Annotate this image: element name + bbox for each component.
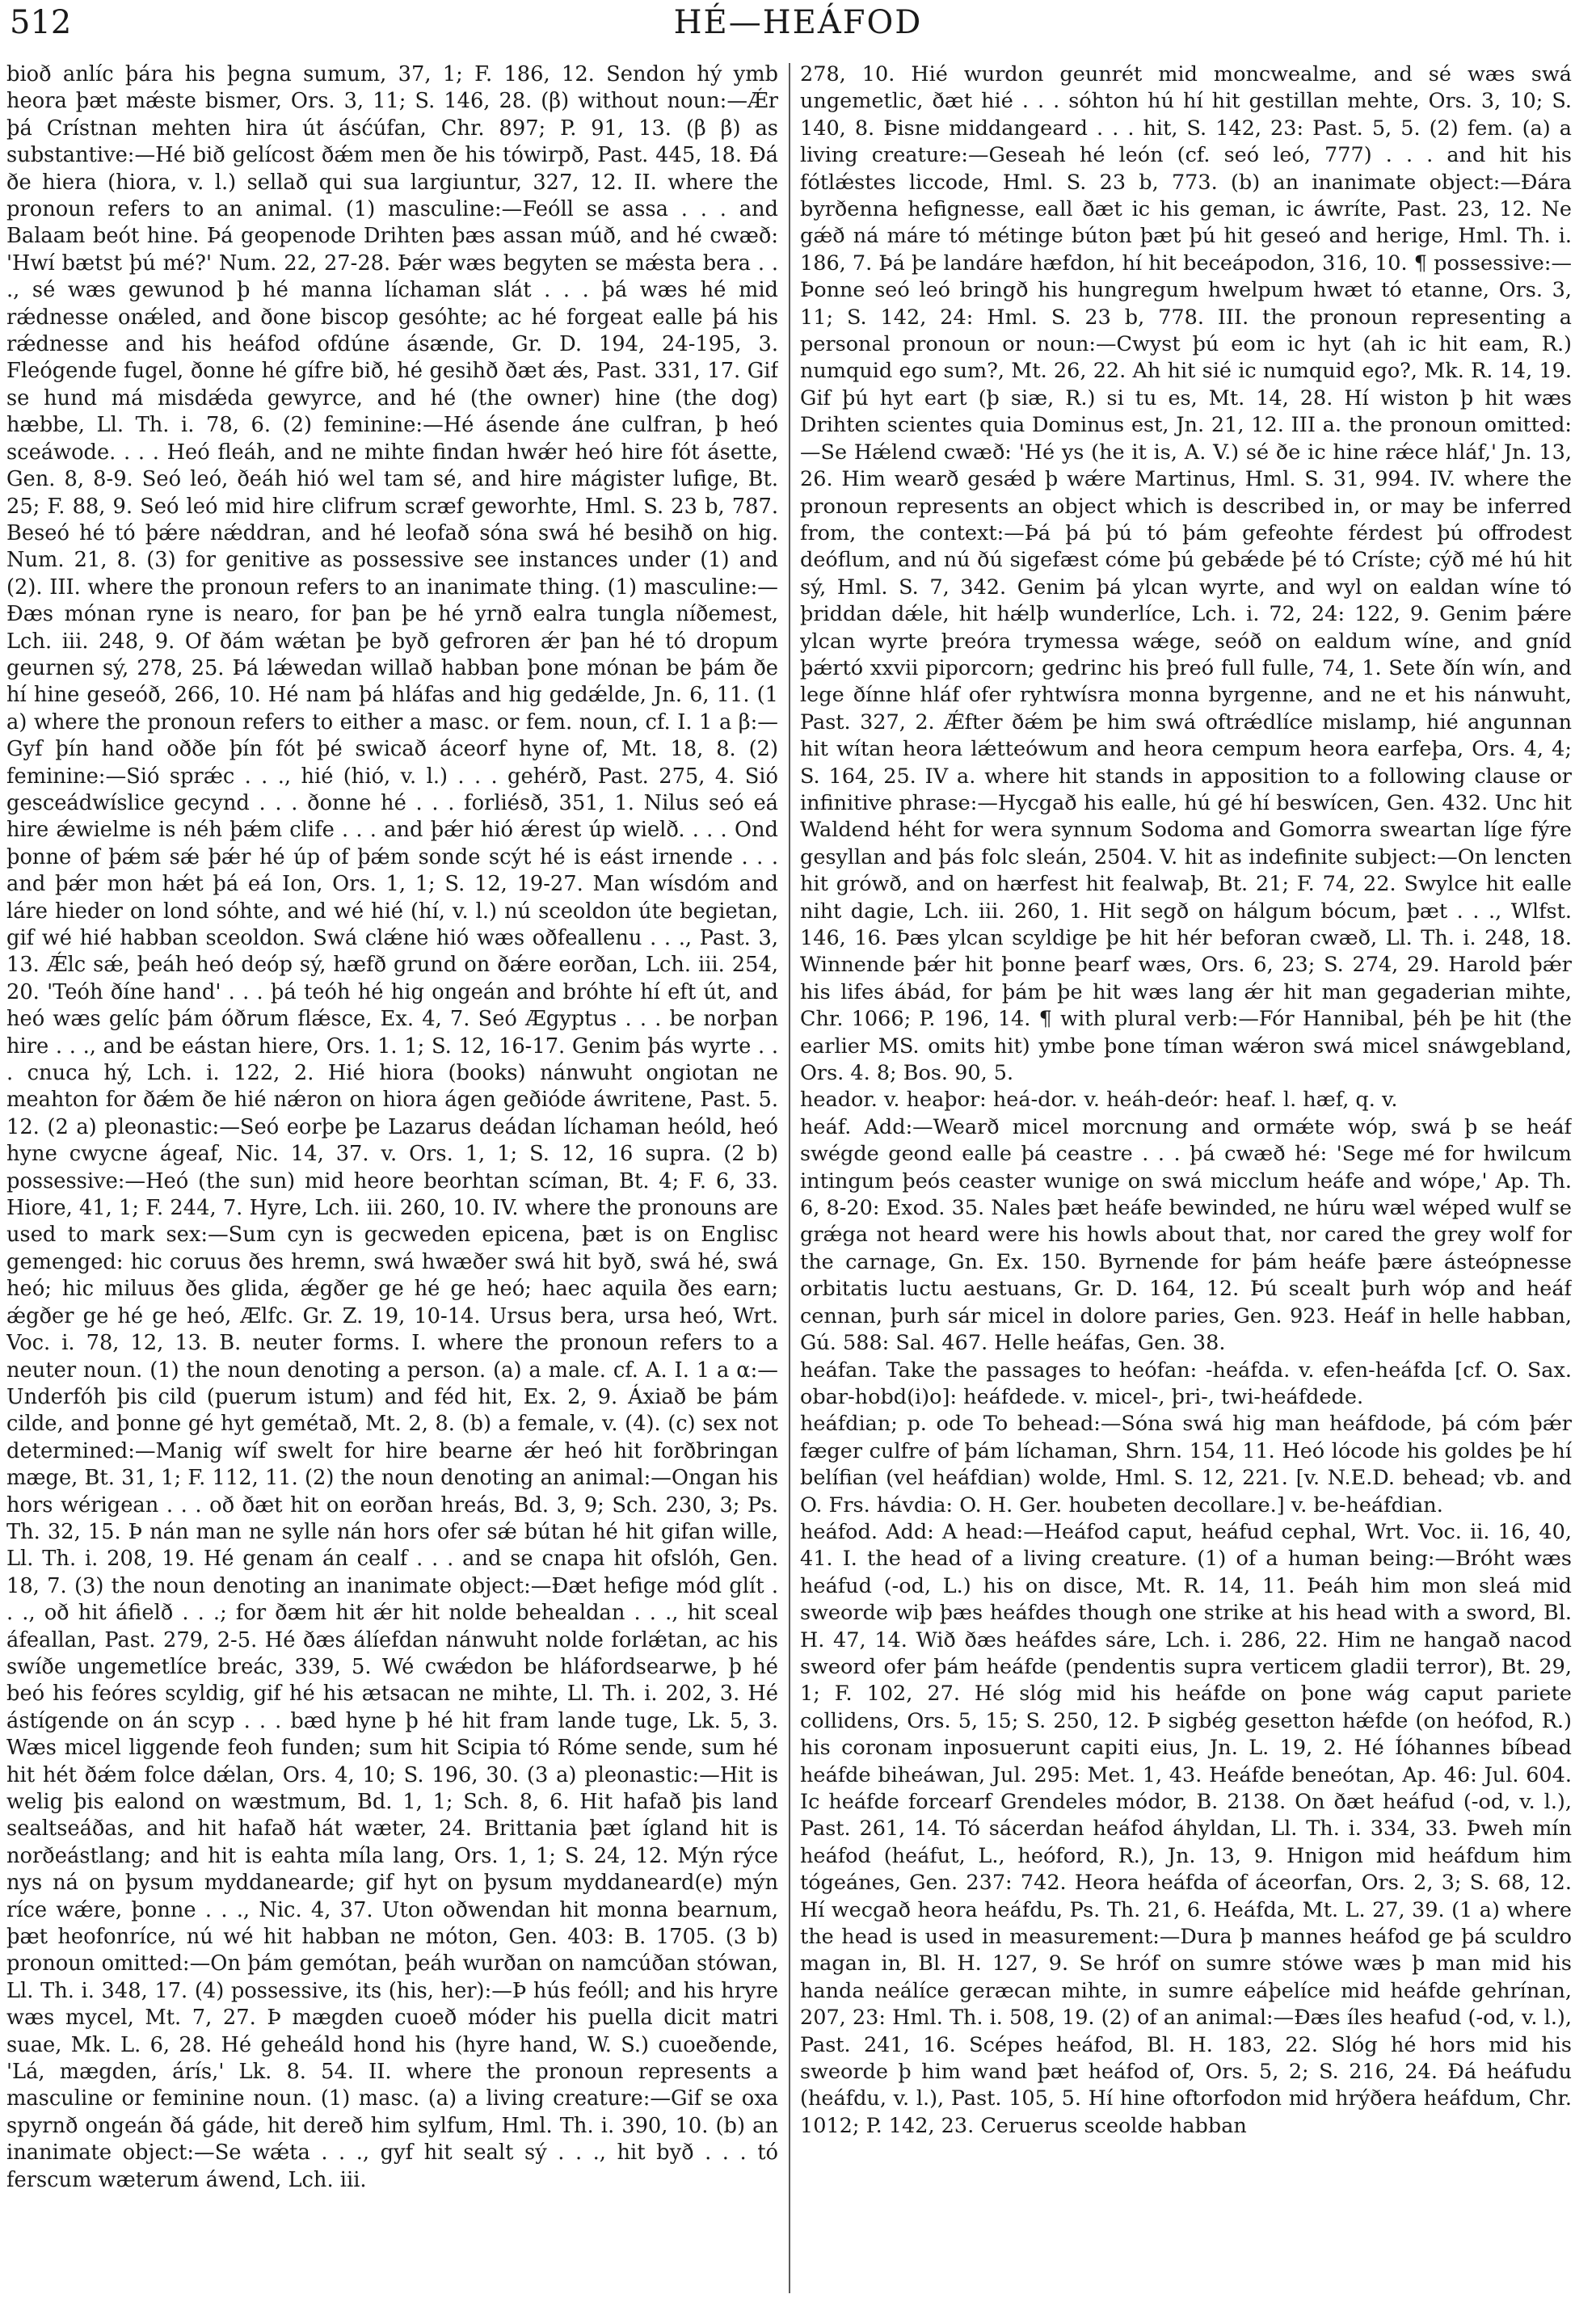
entry-heaf: heáf. Add:—Wearð micel morcnung and ormǽte wóp, swá þ se heáf swégde geond ealle þá ceastre . . . þá cwæð hé: 'Sege mé for hwilcum intingum þeós ceaster wunige on swá micclum heáfe and wópe,' Ap. Th. 6, 8-20: Exod. 35. Nales þæt heáfe bewinded, ne húru wæl wéped wulf se grǽga not heard were his howls about that, nor cared the grey wolf for the carnage, Gn. Ex. 150. Byrnende for þám heáfe þære ásteópnesse orbitatis luctu aestuans, Gr. D. 164, 12. Þú scealt þurh wóp and heáf cennan, þurh sár micel in dolore paries, Gen. 923. Heáf in helle habban, Gú. 588: Sal. 467. Helle heáfas, Gen. 38. (800, 1114, 1572, 1356)
page-header (0, 0, 1596, 61)
left-column (6, 61, 778, 2300)
column-divider (789, 63, 790, 2293)
left-column-text: bioð anlíc þára his þegna sumum, 37, 1; F. 186, 12. Sendon hý ymb heora þæt mǽste bismer, Ors. 3, 11; S. 146, 28. (β) without noun:—Ǽr þá Crístnan mehten hira út ásćúfan, Chr. 897; P. 91, 13. (β β) as substantive:—Hé bið gelícost ðǽm men ðe his tówirpð, Past. 445, 18. Ðá ðe hiera (hiora, v. l.) sellað qui sua largiuntur, 327, 12. II. where the pronoun refers to an animal. (1) masculine:—Feóll se assa . . . and Balaam beót hine. Þá geopenode Drihten þæs assan múð, and hé cwæð: 'Hwí bætst þú mé?' Num. 22, 27-28. Þǽr wæs begyten se mǽsta bera . . ., sé wæs gewunod þ hé manna líchaman slát . . . þá wæs hé mid rǽdnesse onǽled, and ðone biscop gesóhte; ac hé forgeat ealle þá his rǽdnesse and his heáfod ofdúne ásænde, Gr. D. 194, 24-195, 3. Fleógende fugel, ðonne hé gífre bið, hé gesihð ðæt ǽs, Past. 331, 17. Gif se hund má misdǽda gewyrce, and hé (the owner) hine (the dog) hæbbe, Ll. Th. i. 78, 6. (2) feminine:—Hé ásende áne culfran, þ heó sceáwode. . . . Heó fleáh, and ne mihte findan hwǽr heó hire fót ásette, Gen. 8, 8-9. Seó leó, ðeáh hió wel tam sé, and hire mágister lufige, Bt. 25; F. 88, 9. Seó leó mid hire clifrum scræf geworhte, Hml. S. 23 b, 787. Beseó hé tó þǽre nǽddran, and hé leofað sóna swá hé besihð on hig. Num. 21, 8. (3) for genitive as possessive see instances under (1) and (2). III. where the pronoun refers to an inanimate thing. (1) masculine:—Ðæs mónan ryne is nearo, for þan þe hé yrnð ealra tungla níðemest, Lch. iii. 248, 9. Of ðám wǽtan þe byð gefroren ǽr þan hé tó dropum geurnen sý, 278, 25. Þá lǽwedan willað habban þone mónan be þám ðe hí hine geseóð, 266, 10. Hé nam þá hláfas and hig gedǽlde, Jn. 6, 11. (1 a) where the pronoun refers to either a masc. or fem. noun, cf. I. 1 a β:—Gyf þín hand oððe þín fót þé swicað áceorf hyne of, Mt. 18, 8. (2) feminine:—Sió sprǽc . . ., hié (hió, v. l.) . . . gehérð, Past. 275, 4. Sió gesceádwíslice gecynd . . . ðonne hé . . . forliésð, 351, 1. Nilus seó eá hire ǽwielme is néh þǽm clife . . . and þǽr hió ǽrest úp wielð. . . . Ond þonne of þǽm sǽ þǽr hé úp of þǽm sonde scýt hé is eást irnende . . . and þǽr mon hǽt þá eá Ion, Ors. 1, 1; S. 12, 19-27. Man wísdóm and láre hieder on lond sóhte, and wé hié (hí, v. l.) nú sceoldon úte begietan, gif wé hié habban sceoldon. Swá clǽne hió wæs oðfeallenu . . ., Past. 3, 13. Ǽlc sǽ, þeáh heó deóp sý, hæfð grund on ðǽre eorðan, Lch. iii. 254, 20. 'Teóh ðíne hand' . . . þá teóh hé hig ongeán and bróhte hí eft út, and heó wæs gelíc þám óðrum flǽsce, Ex. 4, 7. Seó Ægyptus . . . be norþan hire . . ., and be eástan hiere, Ors. 1. 1; S. 12, 16-17. Genim þás wyrte . . . cnuca hý, Lch. i. 122, 2. Hié hiora (books) nánwuht ongiotan ne meahton for ðǽm ðe hié nǽron on hiora ágen geðióde áwritene, Past. 5. 12. (2 a) pleonastic:—Seó eorþe þe Lazarus deádan líchaman heóld, heó hyne cwycne ágeaf, Nic. 14, 37. v. Ors. 1, 1; S. 12, 16 supra. (2 b) possessive:—Heó (the sun) mid heore beorhtan scíman, Bt. 4; F. 6, 33. Hiore, 41, 1; F. 244, 7. Hyre, Lch. iii. 260, 10. IV. where the pronouns are used to mark sex:—Sum cyn is gecweden epicena, þæt is on Englisc gemenged: hic coruus ðes hremn, swá hwæðer swá hit byð, swá hé, swá heó; hic miluus ðes glida, ǽgðer ge hé ge heó; haec aquila ðes earn; ǽgðer ge hé ge heó, Ælfc. Gr. Z. 19, 10-14. Ursus bera, ursa heó, Wrt. Voc. i. 78, 12, 13. B. neuter forms. I. where the pronoun refers to a neuter noun. (1) the noun denoting a person. (a) a male. cf. A. I. 1 a α:—Underfóh þis cild (puerum istum) and féd hit, Ex. 2, 9. Áxiað be þám cilde, and þonne gé hyt gemétað, Mt. 2, 8. (b) a female, v. (4). (c) sex not determined:—Manig wíf swelt for hire bearne ǽr heó hit forðbringan mæge, Bt. 31, 1; F. 112, 11. (2) the noun denoting an animal:—Ongan his hors wérigean . . . oð ðæt hit on eorðan hreás, Bd. 3, 9; Sch. 230, 3; Ps. Th. 32, 15. Þ nán man ne sylle nán hors ofer sǽ bútan hé hit gifan wille, Ll. Th. i. 208, 19. Hé genam án cealf . . . and se cnapa hit ofslóh, Gen. 18, 7. (3) the noun denoting an inanimate object:—Ðæt hefige mód glít . . ., oð hit áfielð . . .; for ðæm hit ǽr hit nolde behealdan . . ., hit sceal áfeallan, Past. 279, 2-5. Hé ðæs álíefdan nánwuht nolde forlǽtan, ac his swíðe ungemetlíce breác, 339, 5. Wé cwǽdon be hláfordsearwe, þ hé beó his feóres scyldig, gif hé his ætsacan ne mihte, Ll. Th. i. 202, 3. Hé ástígende on án scyp . . . bæd hyne þ hé hit fram lande tuge, Lk. 5, 3. Wæs micel liggende feoh funden; sum hit Scipia tó Róme sende, sum hé hit hét ðǽm folce dǽlan, Ors. 4, 10; S. 196, 30. (3 a) pleonastic:—Hit is welig þis ealond on wæstmum, Bd. 1, 1; Sch. 8, 6. Hit hafað þis land sealtseáðas, and hit hafað hát wæter, 24. Brittania þæt ígland hit is norðeástlang; and hit is eahta míla lang, Ors. 1, 1; S. 24, 12. Mýn rýce nys ná on þysum myddanearde; gif hyt on þysum myddaneard(e) mýn ríce wǽre, þonne . . ., Nic. 4, 37. Uton oðwendan hit monna bearnum, þæt heofonríce, nú wé hit habban ne móton, Gen. 403: B. 1705. (3 b) pronoun omitted:—On þám gemótan, þeáh wurðan on namcúðan stówan, Ll. Th. i. 348, 17. (4) possessive, its (his, her):—Þ hús feóll; and his hryre wæs mycel, Mt. 7, 27. Þ mægden cuoeð móder his puella dicit matri suae, Mk. L. 6, 28. Hé geheáld hond his (hyre hand, W. S.) cuoeðende, 'Lá, mægden, árís,' Lk. 8. 54. II. where the pronoun represents a masculine or feminine noun. (1) masc. (a) a living creature:—Gif se oxa spyrnð ongeán ðá gáde, hit dereð him sylfum, Hml. Th. i. 390, 10. (b) an inanimate object:—Se wǽta . . ., gyf hit sealt sý . . ., hit byð . . . tó ferscum wæterum áwend, Lch. iii. (6, 62, 778, 2192)
entry-heafan: heáfan. Take the passages to heófan: -heáfda. v. efen-heáfda [cf. O. Sax. obar-hobd(i)o]: heáfdede. v. micel-, þri-, twi-heáfdede. (800, 1358, 1572, 1409)
right-column-continuation: 278, 10. Hié wurdon geunrét mid moncwealme, and sé wæs swá ungemetlic, ðæt hié . . . sóhton hú hí hit gestillan mehte, Ors. 3, 10; S. 140, 8. Þisne middangeard . . . hit, S. 142, 23: Past. 5, 5. (2) fem. (a) a living creature:—Geseah hé león (cf. seó leó, 777) . . . and hit his fótlǽstes liccode, Hml. S. 23 b, 773. (b) an inanimate object:—Ðára byrðenna hefignesse, eall ðæt ic his geman, ic áwríte, Past. 23, 12. Ne gǽð ná máre tó métinge búton þæt þú hit geseó and herige, Hml. Th. i. 186, 7. Þá þe landáre hæfdon, hí hit beceápodon, 316, 10. ¶ possessive:—Þonne seó leó bringð his hungregum hwelpum hwæt tó etanne, Ors. 3, 11; S. 142, 24: Hml. S. 23 b, 778. III. the pronoun representing a personal pronoun or noun:—Cwyst þú eom ic hyt (ah ic hit eam, R.) numquid ego sum?, Mt. 26, 22. Ah hit sié ic numquid ego?, Mk. R. 14, 19. Gif þú hyt eart (þ siæ, R.) si tu es, Mt. 14, 28. Hí wiston þ hit wæs Drihten scientes quia Dominus est, Jn. 21, 12. III a. the pronoun omitted:—Se Hǽlend cwæð: 'Hé ys (he it is, A. V.) sé ðe ic hine rǽce hláf,' Jn. 13, 26. Him wearð gesǽd þ wǽre Martinus, Hml. S. 31, 994. IV. where the pronoun represents an object which is described in, or may be inferred from, the context:—Þá þá þú tó þám gefeohte férdest þú offrodest deóflum, and nú ðú sigefæst cóme þú gebǽde þé tó Críste; cýð mé hú hit sý, Hml. S. 7, 342. Genim þá ylcan wyrte, and wyl on ealdan wíne tó þriddan dǽle, hit hǽlþ wunderlíce, Lch. i. 72, 24: 122, 9. Genim þǽre ylcan wyrte þreóra trymessa wǽge, seóð on ealdum wíne, and gníd þǽrtó xxvii piporcorn; gedrinc his þreó full fulle, 74, 1. Sete ðín wín, and lege ðínne hláf ofer ryhtwísra monna byrgenne, and ne et his nánwuht, Past. 327, 2. Ǽfter ðǽm þe him swá oftrǽdlíce mislamp, hié angunnan hit wítan heora lǽtteówum and heora cempum heora earfeþa, Ors. 4, 4; S. 164, 25. IV a. where hit stands in apposition to a following clause or infinitive phrase:—Hycgað his ealle, hú gé hí beswícen, Gen. 432. Unc hit Waldend héht for wera synnum Sodoma and Gomorra sweartan líge fýre gesyllan and þás folc sleán, 2504. V. hit as indefinite subject:—On lencten hit grówð, and on hærfest hit fealwaþ, Bt. 21; F. 74, 22. Swylce hit ealle niht dagie, Lch. iii. 260, 1. Hit segð on hálgum bócum, þæt . . ., Wlfst. 146, 16. Þæs ylcan scyldige þe hit hér beforan cwæð, Ll. Th. i. 248, 18. Winnende þǽr hit þonne þearf wæs, Ors. 6, 23; S. 274, 29. Harold þǽr his lifes ábád, for þám þe hit wæs lang ǽr hit man gegaderian mihte, Chr. 1066; P. 196, 14. ¶ with plural verb:—Fór Hannibal, þéh þe hit (the earlier MS. omits hit) ymbe þone tíman wǽron swá micel snáwgebland, Ors. 4. 8; Bos. 90, 5. (800, 62, 1572, 1086)
page-number: 512 (10, 4, 72, 41)
entry-heafdian: heáfdian; p. ode To behead:—Sóna swá hig man heáfdode, þá cóm þǽr fæger culfre of þám líchaman, Shrn. 154, 11. Heó lócode his goldes þe hí belífian (vel heáfdian) wolde, Hml. S. 12, 221. [v. N.E.D. behead; vb. and O. Frs. hávdia: O. H. Ger. houbeten decollare.] v. be-heáfdian. (800, 1412, 1572, 1518)
running-head: HÉ—HEÁFOD (673, 4, 923, 41)
entry-heador: heador. v. heaþor: heá-dor. v. heáh-deór: heaf. l. hæf, q. v. (800, 1088, 1398, 1113)
entry-heafod: heáfod. Add: A head:—Heáfod caput, heáfud cephal, Wrt. Voc. ii. 16, 40, 41. I. the head of a living creature. (1) of a human being:—Bróht wæs heáfud (-od, L.) his on disce, Mt. R. 14, 11. Þeáh him mon sleá mid sweorde wiþ þæs heáfdes though one strike at his head with a sword, Bl. H. 47, 14. Wið ðæs heáfdes sáre, Lch. i. 286, 22. Him ne hangað nacod sweord ofer þám heáfde (pendentis supra verticem gladii terror), Bt. 29, 1; F. 102, 27. Hé slóg mid his heáfde on þone wág caput pariete collidens, Ors. 5, 15; S. 250, 12. Þ sigbég gesetton hǽfde (on heófod, R.) his coronam inposuerunt capiti eius, Jn. L. 19, 2. Hé Íóhannes bíbead heáfde biheáwan, Jul. 295: Met. 1, 43. Heáfde beneótan, Ap. 46: Jul. 604. Ic heáfde forcearf Grendeles módor, B. 2138. On ðæt heáfud (-od, v. l.), Past. 261, 14. Tó sácerdan heáfod áhyldan, Ll. Th. i. 334, 33. Þweh mín heáfod (heáfut, L., heóford, R.), Jn. 13, 9. Hnigon mid heáfdum him tógeánes, Gen. 237: 742. Heora heáfda of áceorfan, Ors. 2, 3; S. 68, 12. Hí wecgað heora heáfdu, Ps. Th. 21, 6. Heáfda, Mt. L. 27, 39. (1 a) where the head is used in measurement:—Dura þ mannes heáfod ge þá sculdro magan in, Bl. H. 127, 9. Se hróf on sumre stówe wæs þ man mid his handa neálíce geræcan mihte, in sumre eáþelíce mid heáfde gehrínan, 207, 23: Hml. Th. i. 508, 19. (2) of an animal:—Ðæs íles heafud (-od, v. l.), Past. 241, 16. Scépes heáfod, Bl. H. 183, 22. Slóg hé hors mid his sweorde þ him wand þæt heáfod of, Ors. 5, 2; S. 216, 24. Ðá heáfudu (heáfdu, v. l.), Past. 105, 5. Hí hine oftorfodon mid hrýðera heáfdum, Chr. 1012; P. 142, 23. Ceruerus sceolde habban (800, 1519, 1572, 2138)
right-column (800, 61, 1572, 2300)
